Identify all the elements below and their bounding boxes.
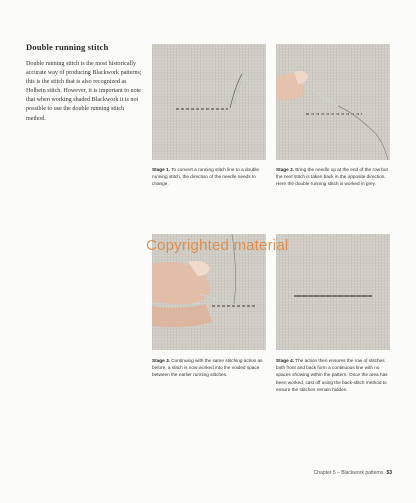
stage-2-caption [276, 166, 390, 188]
section-title: Double running stitch [26, 42, 109, 52]
stage-2-photo [276, 44, 390, 160]
stage-1-label: Stage 1. [152, 167, 170, 172]
page-footer [314, 470, 392, 476]
intro-paragraph: Double running stitch is the most historically accurate way of producing Blackwork patterns; this is the stitch that is also recognized as Holbein stitch. However, it is important to note that when working shaded Blackwork it is not possible to use the double running stitch method. [26, 61, 142, 122]
stage-3-caption [152, 357, 266, 379]
stage-1-photo [152, 44, 266, 160]
stage-1-text: To convert a running stitch line to a double running stitch, the direction of the needle needs to change. [152, 167, 260, 187]
page-number: 53 [386, 470, 392, 476]
stage-2-label: Stage 2. [276, 167, 294, 172]
stage-4-label: Stage 4. [276, 358, 294, 363]
stage-3-text: Continuing with the same stitching action as before, a stitch is now worked into the voided space between the earlier running stitches. [152, 358, 263, 378]
stage-4-caption [276, 357, 390, 393]
stage-4-text: The action then ensures the row of stitches both front and back form a continuous line with no spaces showing within the pattern. Once the area has been worked, cast off using the back-stitch method to ensure the stitches remain hidden. [276, 358, 388, 392]
stage-1-caption [152, 166, 266, 188]
stage-3-label: Stage 3. [152, 358, 170, 363]
stage-2-text: Bring the needle up at the end of the row but the next stitch is taken back in the opposite direction. Here the double running stitch is worked in grey. [276, 167, 388, 187]
stage-4-photo [276, 234, 390, 350]
footer-chapter: Chapter 5 – Blackwork patterns [313, 470, 384, 476]
copyright-watermark: Copyrighted material [146, 237, 289, 254]
